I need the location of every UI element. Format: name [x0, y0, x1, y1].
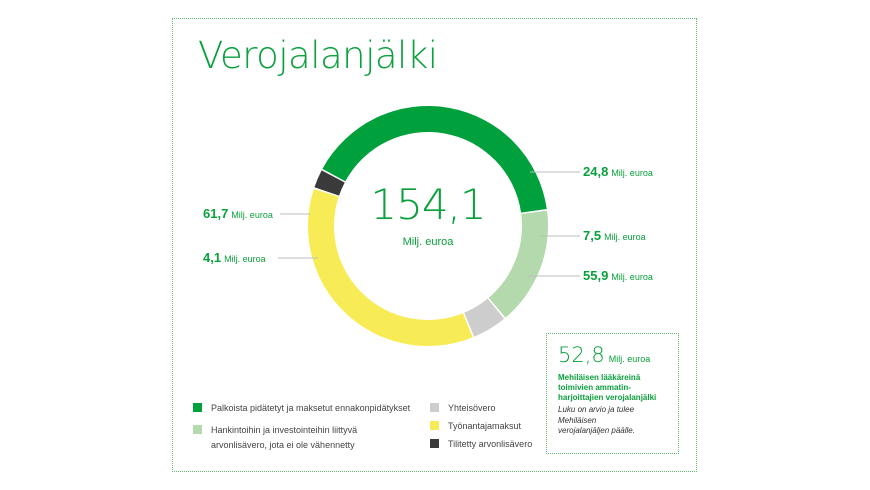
info-box-text-line: Luku on arvio ja tulee: [558, 405, 635, 414]
total-unit: Milj. euroa: [402, 236, 454, 248]
data-label-unit: Milj. euroa: [604, 232, 646, 242]
total-value: 154,1: [370, 180, 486, 229]
info-box-heading-line: harjoittajien verojalanjälki: [558, 393, 657, 402]
legend-swatch: [430, 421, 439, 430]
data-label-palkat: [203, 205, 273, 223]
data-label-value: 24,8: [583, 164, 609, 179]
data-label-yhteisovero: [583, 227, 646, 245]
data-label-unit: Milj. euroa: [224, 254, 266, 264]
info-box-text-line: verojalanjäljen päälle.: [558, 426, 635, 435]
data-label-value: 55,9: [583, 268, 609, 283]
data-label-unit: Milj. euroa: [611, 272, 653, 282]
legend-label: Palkoista pidätetyt ja maksetut ennakonpidätykset: [211, 403, 411, 413]
info-box-number: 52,8: [558, 343, 605, 367]
legend-label-line1: Hankintoihin ja investointeihin liittyvä: [211, 425, 358, 435]
legend-label: [211, 423, 357, 453]
legend-swatch: [430, 403, 439, 412]
page-title: Verojalanjälki: [198, 34, 438, 77]
info-box-text-line: Mehiläisen: [558, 415, 597, 425]
data-label-hankinnat: [583, 163, 653, 181]
legend-label-line2: arvonlisävero, jota ei ole vähennetty: [211, 440, 355, 450]
info-box-value: [558, 343, 650, 367]
info-box-text: [558, 405, 676, 437]
legend-label: Työnantajamaksut: [448, 421, 522, 431]
data-label-arvonlisavero: [203, 249, 266, 267]
info-box-heading: [558, 373, 676, 403]
legend-swatch: [430, 439, 439, 448]
data-label-value: 4,1: [203, 250, 222, 265]
info-box-unit: Milj. euroa: [608, 354, 651, 364]
legend-swatch: [193, 425, 202, 434]
data-label-tyonantajamaksut: [583, 267, 653, 285]
donut-slice-hankinnat: [489, 211, 548, 318]
info-box-heading-line: Mehiläisen lääkäreinä: [558, 373, 641, 382]
legend-label: Yhteisövero: [448, 403, 496, 413]
data-label-unit: Milj. euroa: [231, 210, 273, 220]
data-label-value: 61,7: [203, 206, 229, 221]
info-box-heading-line: toimivien ammatin-: [558, 383, 631, 392]
legend-label: Tilitetty arvonlisävero: [448, 439, 533, 449]
legend-swatch: [193, 403, 202, 412]
data-label-value: 7,5: [583, 228, 602, 243]
data-label-unit: Milj. euroa: [611, 168, 653, 178]
